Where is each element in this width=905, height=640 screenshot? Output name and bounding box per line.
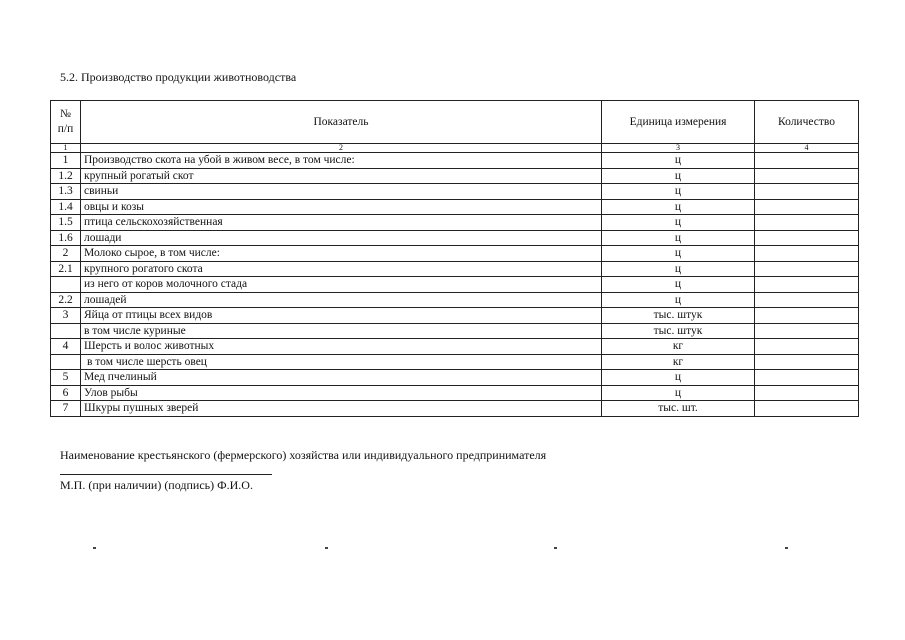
row-indicator: крупный рогатый скот — [81, 168, 602, 184]
row-number: 7 — [51, 401, 81, 417]
row-indicator: в том числе шерсть овец — [81, 354, 602, 370]
row-unit: ц — [602, 153, 755, 169]
section-title: 5.2. Производство продукции животноводства — [60, 70, 297, 84]
row-unit: ц — [602, 246, 755, 262]
row-number: 1.2 — [51, 168, 81, 184]
row-indicator: лошадей — [81, 292, 602, 308]
table-row — [51, 370, 859, 386]
row-indicator: Мед пчелиный — [81, 370, 602, 386]
scan-mark — [325, 547, 328, 549]
row-unit: ц — [602, 215, 755, 231]
row-number — [51, 277, 81, 293]
row-quantity-cell[interactable] — [755, 292, 859, 308]
row-quantity-cell[interactable] — [755, 215, 859, 231]
table-row — [51, 339, 859, 355]
scan-mark — [554, 547, 557, 549]
row-quantity-cell[interactable] — [755, 184, 859, 200]
column-number: 2 — [81, 144, 602, 153]
row-quantity-cell[interactable] — [755, 385, 859, 401]
row-number: 4 — [51, 339, 81, 355]
row-quantity-cell[interactable] — [755, 401, 859, 417]
row-unit: ц — [602, 277, 755, 293]
table-row — [51, 385, 859, 401]
row-number: 1.3 — [51, 184, 81, 200]
row-indicator: птица сельскохозяйственная — [81, 215, 602, 231]
table-row — [51, 184, 859, 200]
header-no: № п/п — [51, 101, 81, 144]
row-quantity-cell[interactable] — [755, 370, 859, 386]
row-unit: ц — [602, 292, 755, 308]
row-unit: ц — [602, 370, 755, 386]
column-number: 4 — [755, 144, 859, 153]
row-indicator: Яйца от птицы всех видов — [81, 308, 602, 324]
row-indicator: лошади — [81, 230, 602, 246]
table-row — [51, 354, 859, 370]
row-unit: ц — [602, 230, 755, 246]
row-unit: ц — [602, 261, 755, 277]
table-row — [51, 230, 859, 246]
signature-line[interactable] — [60, 474, 272, 475]
row-number: 6 — [51, 385, 81, 401]
row-number: 2 — [51, 246, 81, 262]
row-quantity-cell[interactable] — [755, 168, 859, 184]
row-quantity-cell[interactable] — [755, 277, 859, 293]
row-unit: кг — [602, 339, 755, 355]
table-row — [51, 153, 859, 169]
table-row — [51, 277, 859, 293]
row-indicator: Шерсть и волос животных — [81, 339, 602, 355]
table-row — [51, 308, 859, 324]
scan-mark — [93, 547, 96, 549]
table-row — [51, 323, 859, 339]
farm-name-label: Наименование крестьянского (фермерского) хозяйства или индивидуального предпринимателя — [60, 448, 547, 462]
row-quantity-cell[interactable] — [755, 339, 859, 355]
row-unit: ц — [602, 199, 755, 215]
row-number: 1.5 — [51, 215, 81, 231]
row-indicator: из него от коров молочного стада — [81, 277, 602, 293]
table-row — [51, 199, 859, 215]
signature-caption: М.П. (при наличии) (подпись) Ф.И.О. — [60, 478, 253, 492]
table-row — [51, 246, 859, 262]
header-indicator: Показатель — [81, 101, 602, 144]
row-number: 1.4 — [51, 199, 81, 215]
row-quantity-cell[interactable] — [755, 246, 859, 262]
row-number — [51, 323, 81, 339]
row-indicator: Шкуры пушных зверей — [81, 401, 602, 417]
row-indicator: Улов рыбы — [81, 385, 602, 401]
row-quantity-cell[interactable] — [755, 230, 859, 246]
row-unit: тыс. шт. — [602, 401, 755, 417]
row-number: 1 — [51, 153, 81, 169]
livestock-production-table — [50, 100, 859, 417]
table-header-row — [51, 101, 859, 144]
row-number: 1.6 — [51, 230, 81, 246]
row-quantity-cell[interactable] — [755, 261, 859, 277]
table-row — [51, 292, 859, 308]
row-indicator: в том числе куриные — [81, 323, 602, 339]
row-unit: кг — [602, 354, 755, 370]
row-quantity-cell[interactable] — [755, 153, 859, 169]
row-indicator: свиньи — [81, 184, 602, 200]
row-number: 2.2 — [51, 292, 81, 308]
table-row — [51, 401, 859, 417]
column-number: 1 — [51, 144, 81, 153]
row-unit: тыс. штук — [602, 323, 755, 339]
row-indicator: овцы и козы — [81, 199, 602, 215]
row-number: 2.1 — [51, 261, 81, 277]
row-unit: тыс. штук — [602, 308, 755, 324]
column-number: 3 — [602, 144, 755, 153]
row-number: 3 — [51, 308, 81, 324]
table-row — [51, 168, 859, 184]
scan-mark — [785, 547, 788, 549]
table-row — [51, 261, 859, 277]
header-quantity: Количество — [755, 101, 859, 144]
row-quantity-cell[interactable] — [755, 323, 859, 339]
row-number — [51, 354, 81, 370]
row-indicator: крупного рогатого скота — [81, 261, 602, 277]
table-row — [51, 215, 859, 231]
column-number-row — [51, 144, 859, 153]
row-unit: ц — [602, 168, 755, 184]
row-number: 5 — [51, 370, 81, 386]
row-quantity-cell[interactable] — [755, 354, 859, 370]
row-indicator: Производство скота на убой в живом весе, в том числе: — [81, 153, 602, 169]
row-indicator: Молоко сырое, в том числе: — [81, 246, 602, 262]
row-quantity-cell[interactable] — [755, 308, 859, 324]
header-unit: Единица измерения — [602, 101, 755, 144]
row-quantity-cell[interactable] — [755, 199, 859, 215]
row-unit: ц — [602, 385, 755, 401]
row-unit: ц — [602, 184, 755, 200]
